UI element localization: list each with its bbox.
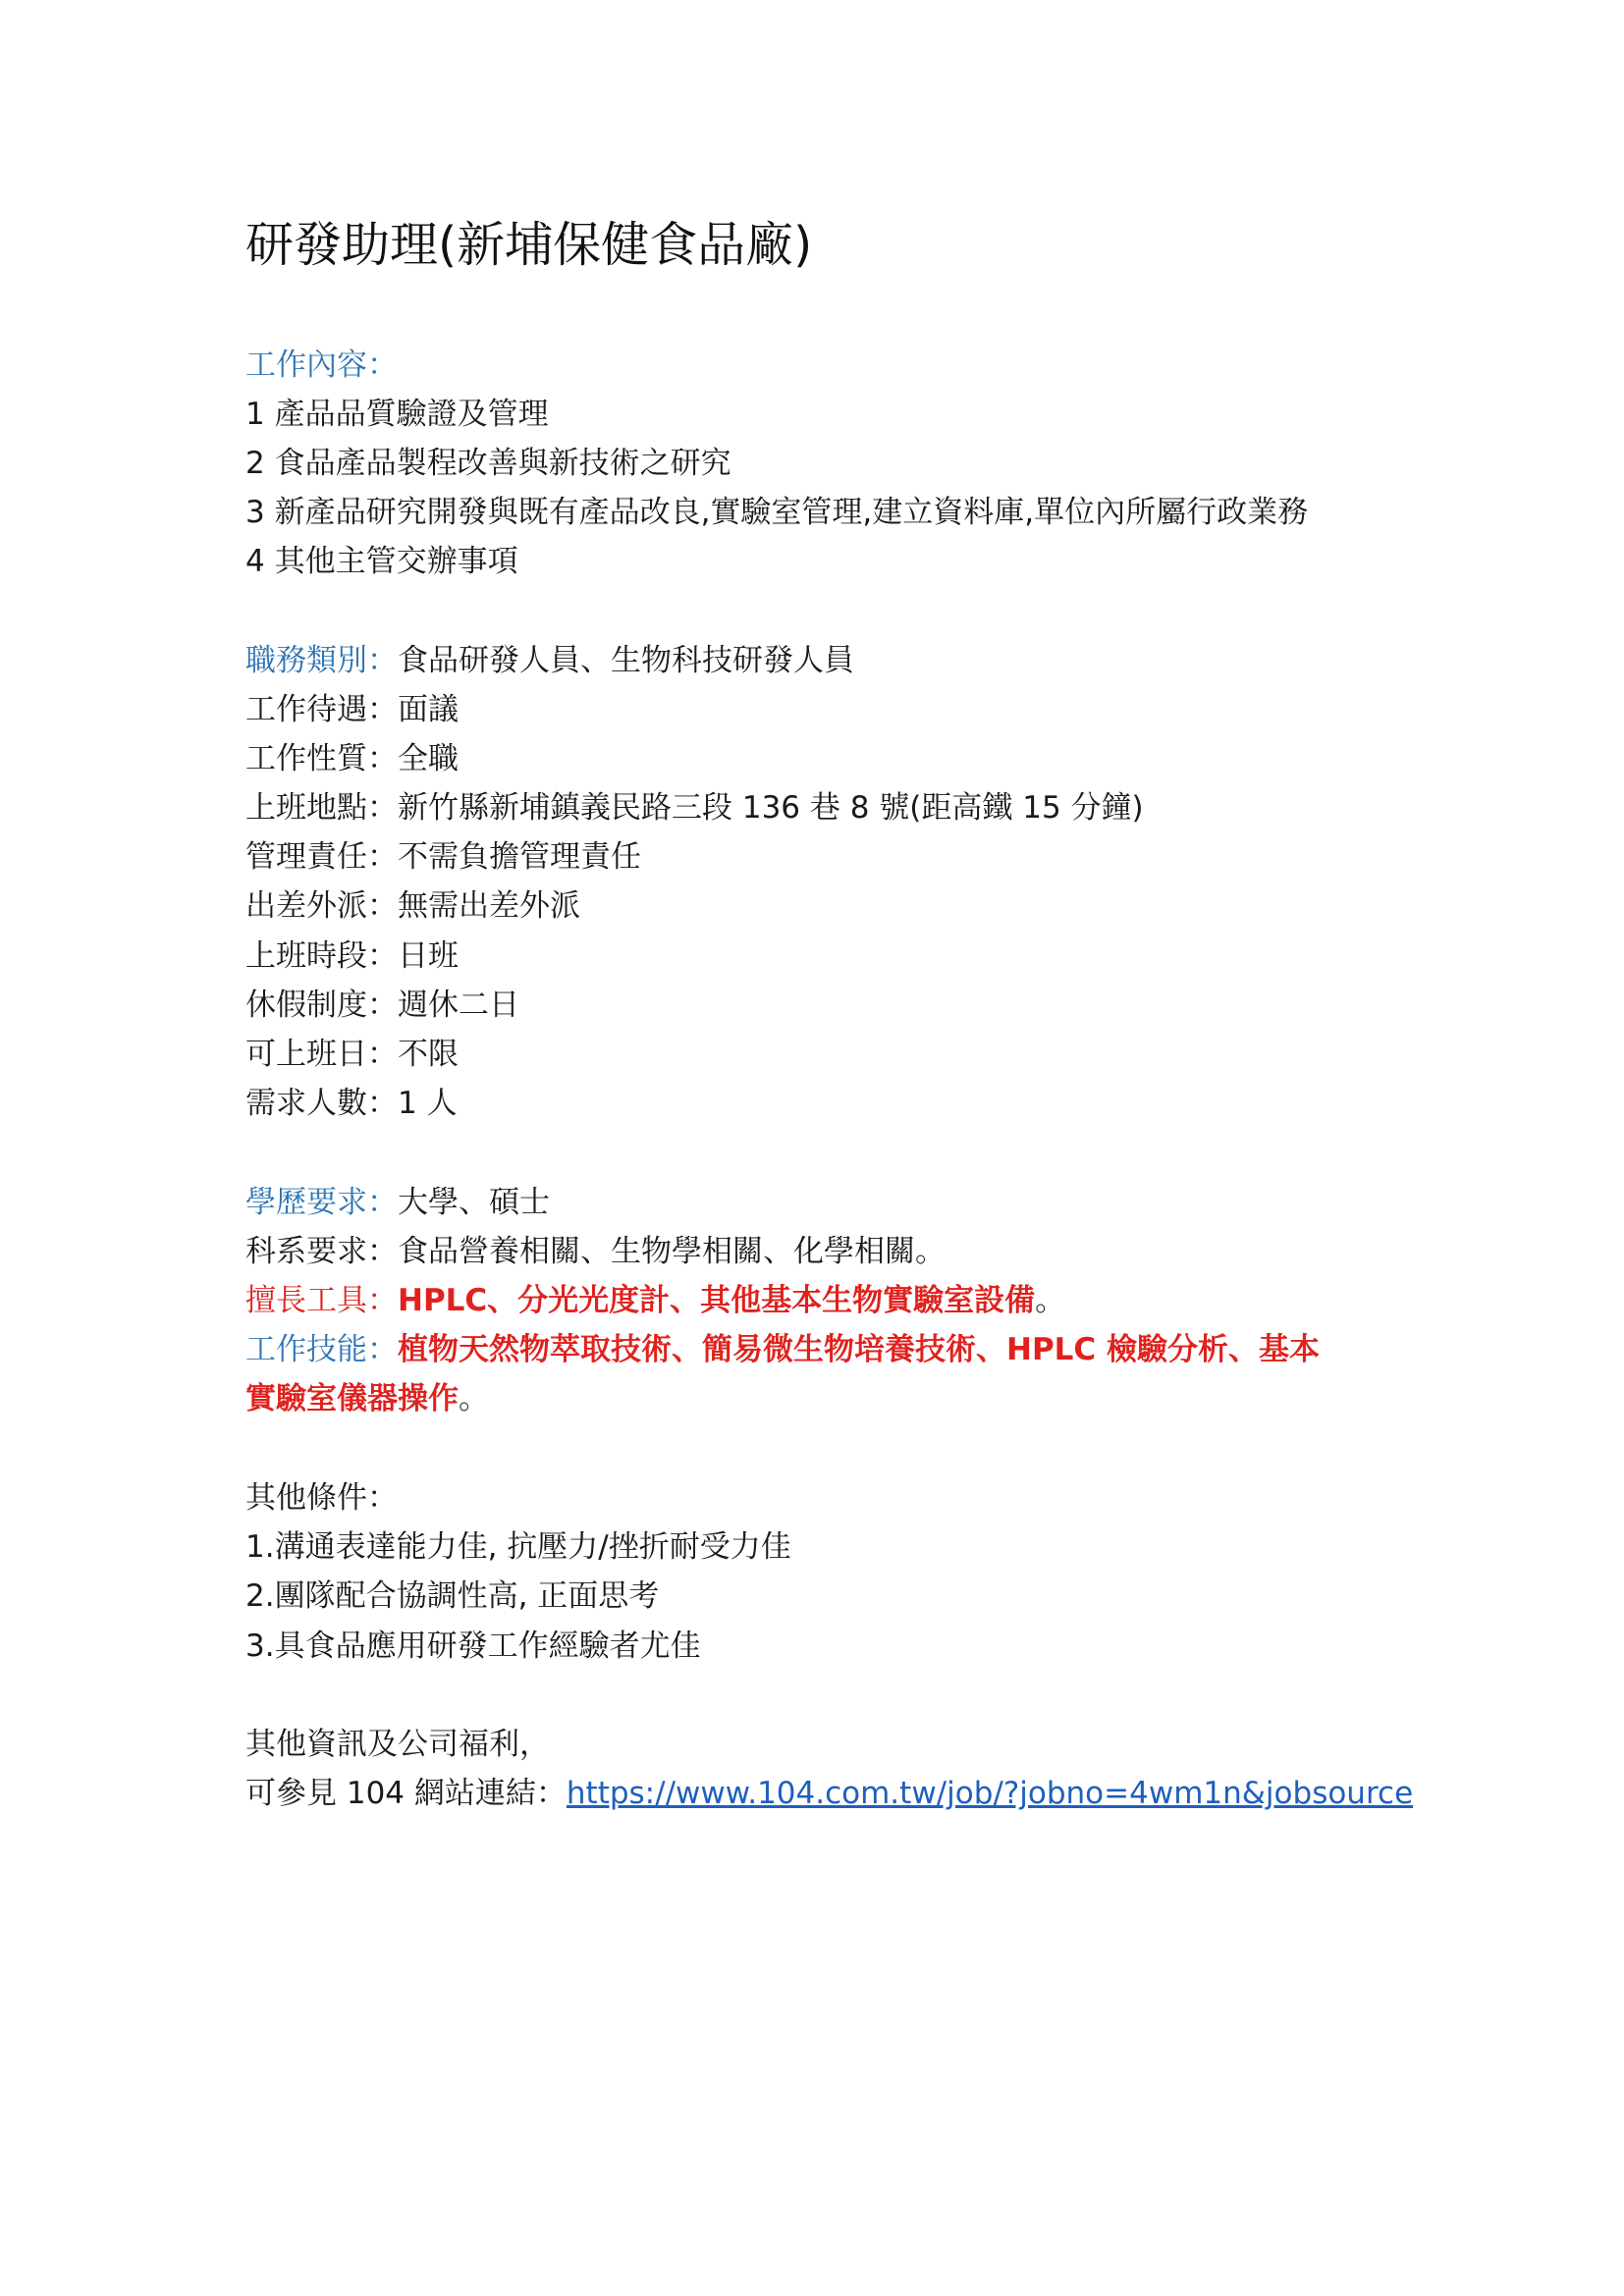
job-category-label: 職務類別： — [245, 643, 398, 678]
job-content-item: 1 產品品質驗證及管理 — [245, 397, 549, 432]
tools-label: 擅長工具： — [245, 1283, 398, 1318]
job-content-heading: 工作內容： — [245, 347, 398, 383]
major-row: 科系要求：食品營養相關、生物學相關、化學相關。 — [245, 1234, 946, 1269]
detail-row: 休假制度：週休二日 — [245, 988, 519, 1023]
education-value: 大學、碩士 — [398, 1185, 550, 1220]
detail-row: 工作性質：全職 — [245, 741, 459, 776]
skills-row — [245, 1329, 1320, 1370]
detail-row: 工作待遇：面議 — [245, 692, 459, 727]
footer-link-row — [245, 1773, 1413, 1814]
skills-value: 植物天然物萃取技術、簡易微生物培養技術、HPLC 檢驗分析、基本 — [398, 1332, 1320, 1367]
detail-row: 需求人數：1 人 — [245, 1086, 458, 1121]
detail-row: 上班時段：日班 — [245, 938, 459, 974]
skills-end: 。 — [459, 1381, 489, 1416]
tools-row — [245, 1280, 1065, 1321]
job-posting-link[interactable]: https://www.104.com.tw/job/?jobno=4wm1n&jobsource — [566, 1776, 1414, 1811]
detail-row: 可上班日：不限 — [245, 1037, 459, 1072]
skills-value-continued: 實驗室儀器操作 — [245, 1381, 459, 1416]
skills-label: 工作技能： — [245, 1332, 398, 1367]
other-condition-item: 3.具食品應用研發工作經驗者尤佳 — [245, 1629, 701, 1664]
tools-value: HPLC、分光光度計、其他基本生物實驗室設備 — [398, 1283, 1036, 1318]
job-content-item: 2 食品產品製程改善與新技術之研究 — [245, 446, 731, 481]
detail-row: 上班地點：新竹縣新埔鎮義民路三段 136 巷 8 號(距高鐵 15 分鐘) — [245, 790, 1144, 826]
other-conditions-heading: 其他條件： — [245, 1480, 398, 1516]
footer-info-line: 其他資訊及公司福利， — [245, 1727, 550, 1762]
other-condition-item: 2.團隊配合協調性高, 正面思考 — [245, 1578, 660, 1614]
job-content-item: 3 新產品研究開發與既有產品改良,實驗室管理,建立資料庫,單位內所屬行政業務 — [245, 495, 1309, 530]
tools-end: 。 — [1035, 1283, 1066, 1318]
education-row — [245, 1182, 550, 1223]
footer-link-prefix: 可參見 104 網站連結： — [245, 1776, 567, 1811]
job-category-value: 食品研發人員、生物科技研發人員 — [398, 643, 854, 678]
education-label: 學歷要求： — [245, 1185, 398, 1220]
detail-row: 管理責任：不需負擔管理責任 — [245, 839, 641, 875]
page-title: 研發助理(新埔保健食品廠) — [245, 217, 813, 273]
detail-row: 出差外派：無需出差外派 — [245, 888, 580, 924]
skills-row-continued — [245, 1378, 489, 1419]
job-category-row — [245, 640, 854, 681]
job-content-item: 4 其他主管交辦事項 — [245, 544, 518, 579]
other-condition-item: 1.溝通表達能力佳, 抗壓力/挫折耐受力佳 — [245, 1529, 791, 1565]
